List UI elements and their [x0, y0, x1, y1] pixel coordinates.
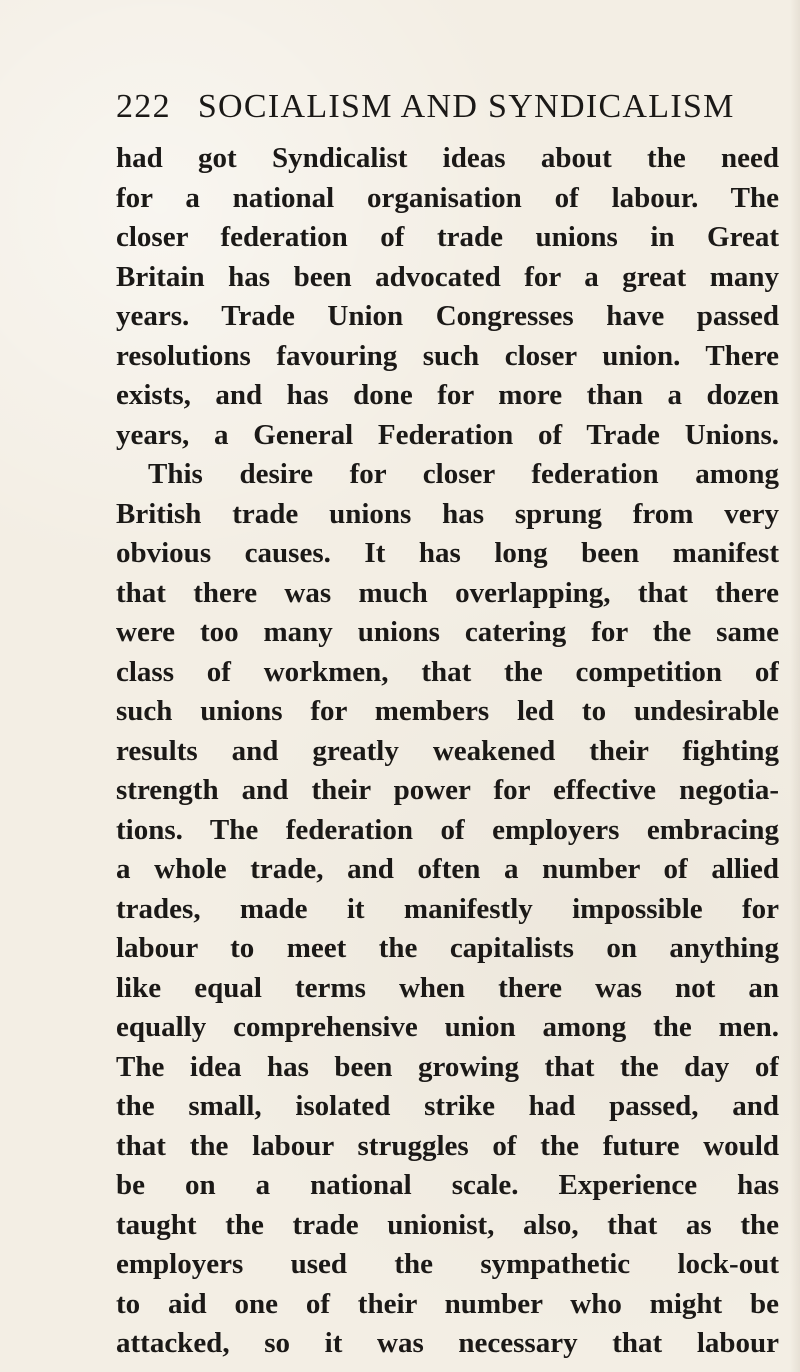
text-line-17: strength and their power for effective negotia-: [116, 774, 779, 806]
text-line-25: the small, isolated strike had passed, and: [116, 1090, 779, 1122]
text-line-1: had got Syndicalist ideas about the need: [116, 142, 779, 174]
text-line-15: such unions for members led to undesirable: [116, 695, 779, 727]
text-line-29: employers used the sympathetic lock-out: [116, 1248, 779, 1280]
text-line-30: to aid one of their number who might be: [116, 1287, 779, 1320]
text-line-23: equally comprehensive union among the men.: [116, 1011, 779, 1043]
text-line-26: that the labour struggles of the future would: [116, 1129, 779, 1162]
text-line-21: labour to meet the capitalists on anything: [116, 932, 779, 964]
text-line-4: Britain has been advocated for a great many: [116, 260, 779, 293]
text-line-19: a whole trade, and often a number of allied: [116, 853, 779, 885]
page-number: 222: [116, 88, 171, 125]
running-header: [116, 84, 736, 130]
text-line-2: for a national organisation of labour. The: [116, 181, 779, 214]
text-line-13: were too many unions catering for the same: [116, 616, 779, 648]
text-line-28: taught the trade unionist, also, that as the: [116, 1208, 779, 1241]
text-line-22: like equal terms when there was not an: [116, 971, 779, 1004]
text-line-16: results and greatly weakened their fighting: [116, 734, 779, 767]
text-line-12: that there was much overlapping, that there: [116, 576, 779, 609]
text-line-8: years, a General Federation of Trade Unions.: [116, 418, 779, 451]
text-line-9: This desire for closer federation among: [148, 458, 779, 490]
text-line-27: be on a national scale. Experience has: [116, 1169, 779, 1201]
text-line-24: The idea has been growing that the day of: [116, 1050, 779, 1083]
text-line-7: exists, and has done for more than a dozen: [116, 379, 779, 411]
text-line-10: British trade unions has sprung from very: [116, 497, 779, 530]
text-line-18: tions. The federation of employers embracing: [116, 813, 779, 846]
text-line-14: class of workmen, that the competition of: [116, 655, 779, 688]
text-line-31: attacked, so it was necessary that labour: [116, 1327, 779, 1359]
text-line-6: resolutions favouring such closer union. There: [116, 339, 779, 372]
running-title: SOCIALISM AND SYNDICALISM: [197, 88, 735, 125]
body-text: [116, 139, 779, 1364]
text-line-5: years. Trade Union Congresses have passed: [116, 300, 779, 332]
page-edge-shadow: [790, 0, 800, 1372]
text-line-11: obvious causes. It has long been manifest: [116, 537, 779, 569]
text-line-3: closer federation of trade unions in Great: [116, 221, 779, 253]
text-line-20: trades, made it manifestly impossible for: [116, 892, 779, 925]
